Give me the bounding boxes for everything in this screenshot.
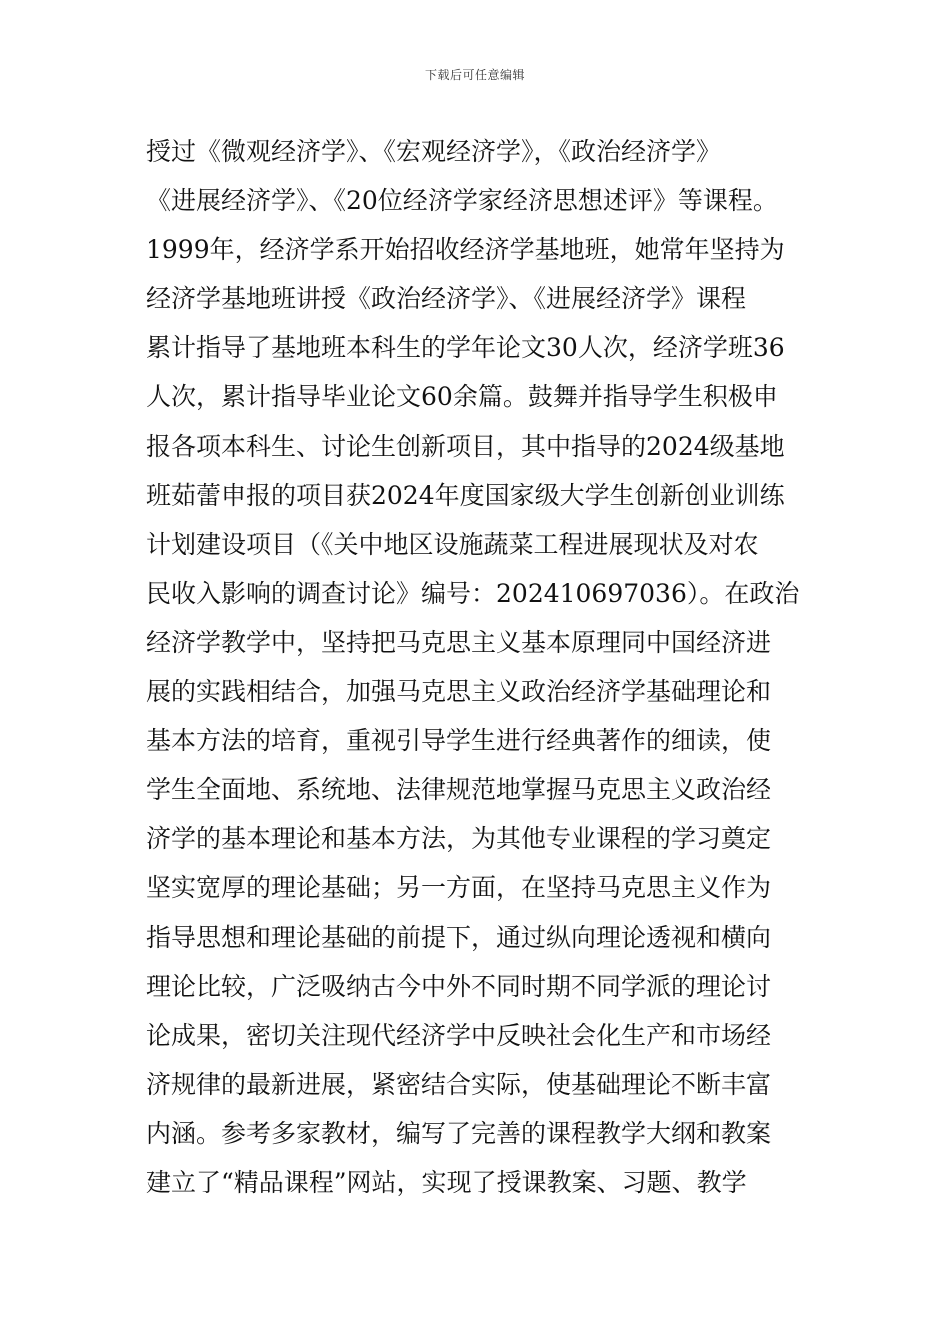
text-line: 指导思想和理论基础的前提下，通过纵向理论透视和横向 <box>146 922 772 952</box>
text-line: 理论比较，广泛吸纳古今中外不同时期不同学派的理论讨 <box>146 971 772 1001</box>
text-line: 授过《微观经济学》、《宏观经济学》，《政治经济学》 <box>146 137 722 166</box>
text-line: 经济学教学中，坚持把马克思主义基本原理同中国经济进 <box>146 627 772 657</box>
text-line: 经济学基地班讲授《政治经济学》、《进展经济学》课程 <box>146 284 747 314</box>
text-line: 累计指导了基地班本科生的学年论文30人次，经济学班36 <box>146 333 785 363</box>
text-line: 人次，累计指导毕业论文60余篇。鼓舞并指导学生积极申 <box>146 382 778 412</box>
text-line: 民收入影响的调查讨论》编号：202410697036）。在政治 <box>146 578 800 608</box>
text-line: 基本方法的培育，重视引导学生进行经典著作的细读，使 <box>146 726 772 756</box>
text-line: 计划建设项目（《关中地区设施蔬菜工程进展现状及对农 <box>146 529 759 559</box>
text-line: 报各项本科生、讨论生创新项目，其中指导的2024级基地 <box>146 431 785 461</box>
text-line: 建立了“精品课程”网站，实现了授课教案、习题、教学 <box>146 1167 747 1197</box>
text-line: 济学的基本理论和基本方法，为其他专业课程的学习奠定 <box>146 824 772 854</box>
header-note: 下载后可任意编辑 <box>424 68 525 82</box>
text-line: 论成果，密切关注现代经济学中反映社会化生产和市场经 <box>146 1020 772 1050</box>
text-line: 展的实践相结合，加强马克思主义政治经济学基础理论和 <box>146 677 772 707</box>
text-line: 1999年，经济学系开始招收经济学基地班，她常年坚持为 <box>146 235 785 265</box>
text-line: 《进展经济学》、《20位经济学家经济思想述评》等课程。 <box>146 186 778 216</box>
text-line: 济规律的最新进展，紧密结合实际，使基础理论不断丰富 <box>146 1069 772 1099</box>
text-line: 内涵。参考多家教材，编写了完善的课程教学大纲和教案 <box>146 1118 772 1148</box>
text-line: 坚实宽厚的理论基础；另一方面，在坚持马克思主义作为 <box>146 873 772 903</box>
text-line: 班茹蕾申报的项目获2024年度国家级大学生创新创业训练 <box>146 480 785 510</box>
body-paragraph <box>146 127 826 1207</box>
text-line: 学生全面地、系统地、法律规范地掌握马克思主义政治经 <box>146 775 772 805</box>
